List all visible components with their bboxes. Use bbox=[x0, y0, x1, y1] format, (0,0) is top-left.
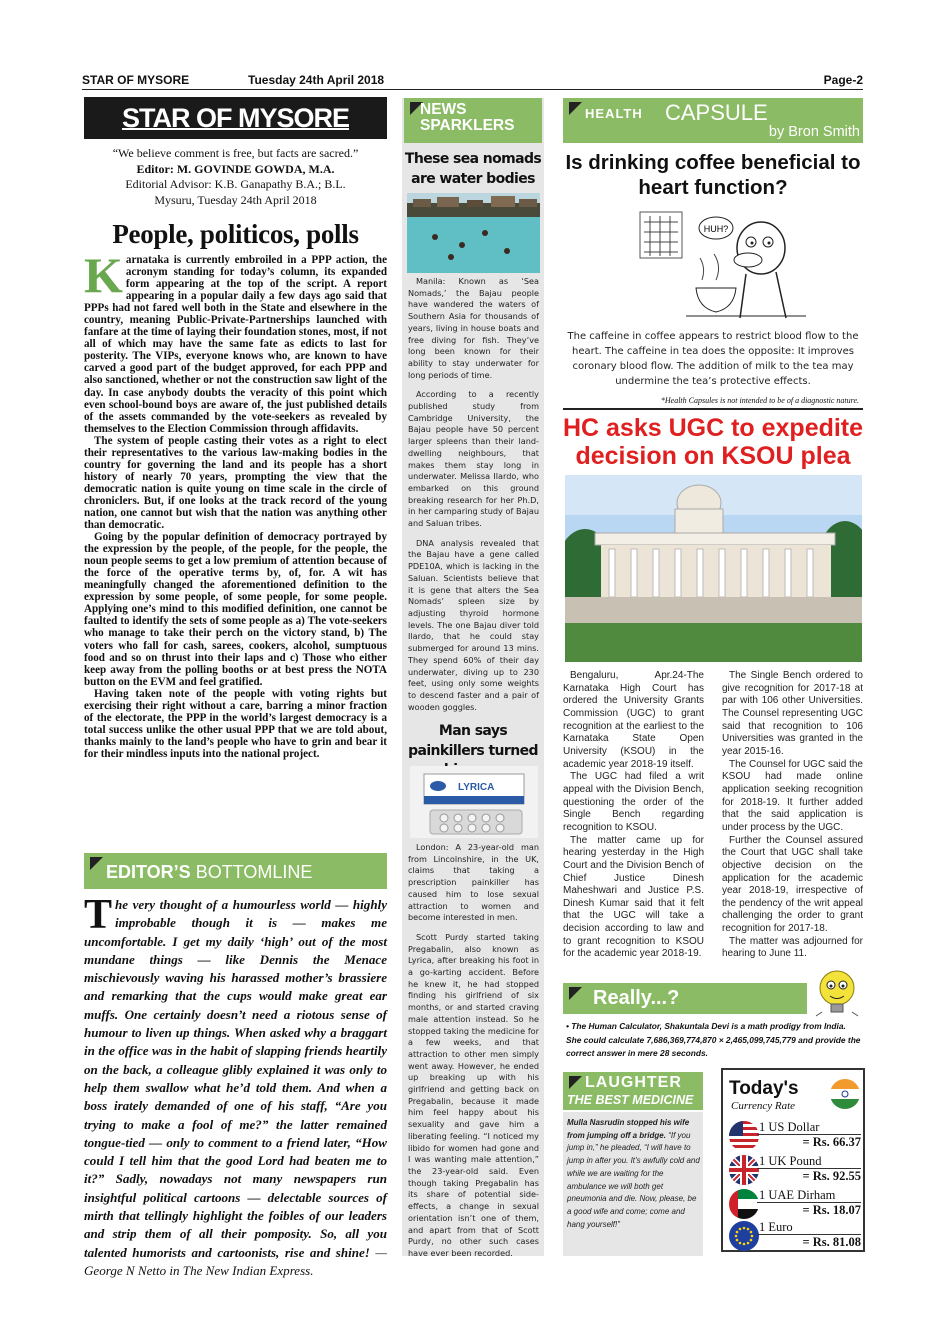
ksou-headline: HC asks UGC to expedite decision on KSOU plea bbox=[562, 414, 864, 470]
divider bbox=[563, 408, 863, 410]
rate-value: = Rs. 81.08 bbox=[757, 1234, 861, 1250]
story-paragraph: DNA analysis revealed that the Bajau have a gene called PDE10A, which is lacking in the Saluan. Scientists believe that it is gene that alters the Sea Nomads’ spleen size by adjusting thyroid hormone levels. The one Bajau diver told Ilardo, that he could stay submerged for around 13 mins. They spend 60% of their day underwater, diving up to 230 feet, using only some weights to descend faster and a pair of wooden goggles. bbox=[408, 537, 539, 712]
story-paragraph: Scott Purdy started taking Pregabalin, also known as Lyrica, after breaking his foot in a go-karting accident. Before he knew it, he had stopped finding his girlfriend of six months, or and started craving male attention instead. So he stopped taking the medicine for a few weeks, and that attraction to other men simply went away. However, he ended up breaking up with his girlfriend and getting back on Pregabalin, because it made him feel happy about his sexuality and gave him a liberating feeling. “I noticed my libido for women had gone and I was wanting male attention,” the 23-year-old said. Even though taking Pregabalin has its share of potential side-effects, a change in sexual orientation isn’t one of them, and apart from that of Scott Purdy, no other such cases have ever been recorded. bbox=[408, 931, 539, 1258]
page-header bbox=[82, 72, 863, 90]
bottomline-text: he very thought of a humourless world — highly improbable though it is — makes me uncomfortable. I get my daily ‘high’ out of the most mundane things — like Dennis the Menace mischievously waving his harassed mother’s brassiere and remarking that the cups would make great ear muffs. One certainly doesn’t need a riotous sense of humour to liven up things. When asked why a braggart in the office was in the habit of slapping friends heartily on the back, a colleague glibly explained it was only to help them swallow what he’d told them. And when a boss irately demanded of one of his staff, “Are you trying to make a fool of me?” the latter remained tongue-tied — only to comment to a friend later, “How could I tell him that the good Lord had beaten me to it?” Sadly, nowadays not many newspapers run insightful political cartoons — delectable sources of mirth that tellingly highlight the foibles of our leaders and strip them of all their pomposity. So, all you talented humorists and cartoonists, rise and shine! bbox=[84, 897, 387, 1260]
health-byline: by Bron Smith bbox=[768, 124, 860, 140]
editorial-info bbox=[84, 146, 387, 208]
sparklers-label-2: SPARKLERS bbox=[420, 117, 515, 134]
eu-flag-icon bbox=[729, 1221, 759, 1251]
currency-rate-box bbox=[721, 1068, 865, 1252]
rate-name: 1 US Dollar bbox=[759, 1120, 820, 1134]
bottomline-dropcap: T bbox=[84, 892, 113, 938]
sparklers-label-1: NEWS bbox=[420, 101, 467, 118]
editorial-paragraph: The system of people casting their votes as a right to elect their representatives to the various law-making bodies in the country for governing the land and its people has a short history of nearly 70 years, prompting the view that the democratic nation is quite young on time scale in the circle of chroniclers. But, if one looks at the track record of the young nation, one cannot but wish that the nation was anything other than democratic. bbox=[84, 434, 387, 532]
health-capsule-banner bbox=[563, 98, 863, 143]
ksou-paragraph: The Single Bench ordered to give recognition for 2017-18 at par with 106 other Universities. The Counsel representing UGC said that recognition to 106 Universities was granted in the year 2015-16. bbox=[722, 670, 863, 757]
rate-value: = Rs. 66.37 bbox=[757, 1134, 861, 1150]
health-disclaimer: *Health Capsules is not intended to be of a diagnostic nature. bbox=[660, 396, 859, 405]
coffee-title: Is drinking coffee beneficial to heart function? bbox=[565, 151, 861, 199]
rate-row-aed bbox=[725, 1188, 863, 1222]
painkiller-title: Man says painkillers turned bbox=[408, 723, 538, 759]
rate-name: 1 UAE Dirham bbox=[759, 1188, 836, 1202]
currency-subtitle: Currency Rate bbox=[731, 1100, 796, 1112]
dateline: Mysuru, Tuesday 24th April 2018 bbox=[154, 192, 317, 207]
rate-name: 1 Euro bbox=[759, 1220, 793, 1234]
ksou-paragraph: The Counsel for UGC said the KSOU had made online application seeking recognition for 2018-19. It further added that the said application is under process by the UGC. bbox=[722, 758, 863, 833]
uae-flag-icon bbox=[729, 1189, 759, 1219]
ksou-building-photo bbox=[565, 475, 862, 662]
ksou-paragraph: Bengaluru, Apr.24-The Karnataka High Court has ordered the University Grants Commission (UGC) to grant recognition at the earliest to the Karnataka State Open University (KSOU) in the academic year 2018-19 itself. bbox=[563, 670, 704, 770]
bottomline-label-bold: EDITOR’S bbox=[106, 862, 191, 882]
really-label: Really...? bbox=[593, 987, 680, 1009]
banner-notch bbox=[90, 857, 103, 870]
motto: “We believe comment is free, but facts are sacred.” bbox=[112, 146, 359, 160]
rate-row-eur bbox=[725, 1220, 863, 1254]
story-paragraph: According to a recently published study from Cambridge University, the Bajau people have 50 percent larger spleens than their land-dwelling neighbours, that makes them stay long in underwater. Melissa Ilardo, who embarked on this ground breaking research for her Ph.D, in her camparing study of Bajau and Saluan tribes. bbox=[408, 389, 539, 529]
editorial-paragraph: Going by the popular definition of democracy portrayed by the expression by the people, of the people, for the people, the noun people seems to get a low premium of attention because of the force of the operative terms by, of, for. A wit has meaningfully changed the aforementioned definition to the expression by some people, of some people, for some people. Applying one’s mind to this modified definition, one cannot be faulted to identify the sets of some people as a) The vote-seekers who manage to take their perch on the victory stand, b) The voters who fall for cash, sarees, cookers, alcohol, sumptuous food and so on thrust into their laps and c) Those who either keep away from the polling booths or at best press the NOTA button on the EVM and feel gratified. bbox=[84, 531, 387, 688]
laughter-text bbox=[567, 1117, 701, 1231]
sea-nomads-title: These sea nomads are water bodies bbox=[404, 151, 542, 187]
news-sparklers-banner bbox=[404, 98, 542, 143]
rate-name: 1 UK Pound bbox=[759, 1154, 822, 1168]
header-paper-name: STAR OF MYSORE bbox=[82, 73, 190, 87]
india-flag-icon bbox=[829, 1078, 861, 1110]
masthead bbox=[84, 97, 387, 139]
coffee-text: The caffeine in coffee appears to restrict blood flow to the heart. The caffeine in tea does the opposite: It improves coronary blood flow. The addition of milk to the tea may undermine the tea’s protective effects. bbox=[567, 331, 859, 387]
masthead-title: STAR OF MYSORE bbox=[121, 103, 349, 133]
header-page-number: Page-2 bbox=[823, 73, 863, 87]
ksou-paragraph: The matter came up for hearing yesterday in the High Court and the Division Bench of Chief Justice Dinesh Maheshwari and Justice P.S. Dinesh Kumar said that it felt that the UGC will take a decision according to law and to grant recognition to KSOU for the academic year 2018-19. bbox=[563, 834, 704, 960]
bottomline-banner bbox=[84, 853, 387, 889]
bottomline-label-light: BOTTOMLINE bbox=[195, 862, 313, 882]
ksou-paragraph: Further the Counsel assured the Court that UGC shall take objective decision on the application for the academic year 2018-19, irrespective of the pendency of the writ appeal challenging the order to grant recognition for 2017-18. bbox=[722, 834, 863, 935]
really-fact: • The Human Calculator, Shakuntala Devi is a math prodigy from India. She could calculate 7,686,369,774,870 × 2,465,099,745,779 and provide the correct answer in mere 28 seconds. bbox=[566, 1021, 861, 1058]
lightbulb-icon bbox=[812, 966, 862, 1018]
health-label-light: CAPSULE bbox=[665, 100, 768, 125]
currency-title: Today's bbox=[729, 1078, 799, 1099]
bottomline-body bbox=[84, 892, 387, 1280]
ksou-body bbox=[563, 670, 863, 980]
advisor-line: Editorial Advisor: K.B. Ganapathy B.A.; B.L. bbox=[125, 177, 346, 191]
coffee-cartoon bbox=[636, 208, 811, 320]
editorial-paragraph: Having taken note of the people with voting rights but exercising their right without a care, barring a minor fraction of the electorate, the PPP in the world’s largest democracy is a total success unlike the other usual PPP that we are told about, thanks mainly to the land’s people who have to grin and bear it for their mindless inputs into the national project. bbox=[84, 687, 387, 760]
laughter-lead: Mulla Nasrudin stopped his wife from jumping off a bridge. bbox=[567, 1118, 690, 1140]
lyrica-box-label: LYRICA bbox=[458, 782, 495, 793]
editor-line: Editor: M. GOVINDE GOWDA, M.A. bbox=[136, 161, 335, 176]
really-fact-text: The Human Calculator, Shakuntala Devi is a math prodigy from India. She could calculate 7,686,369,774,870 × 2,465,099,745,779 and provide the correct answer in mere 28 seconds. bbox=[566, 1021, 861, 1058]
cartoon-speech: HUH? bbox=[703, 224, 729, 234]
story-paragraph: Manila: Known as ‘Sea Nomads,’ the Bajau people have wandered the waters of Southern Asia for thousands of years, living in house boats and free diving for fish. They’ve long been known for their ability to stay underwater for long periods of time. bbox=[408, 276, 539, 380]
sea-nomads-body bbox=[408, 276, 539, 721]
laughter-label-2: THE BEST MEDICINE bbox=[567, 1093, 694, 1107]
editorial-title: People, politicos, polls bbox=[112, 219, 359, 249]
health-label-bold: HEALTH bbox=[585, 106, 643, 121]
ksou-paragraph: The matter was adjourned for hearing to June 11. bbox=[722, 935, 863, 960]
uk-flag-icon bbox=[729, 1155, 759, 1185]
laughter-banner bbox=[563, 1072, 703, 1110]
rate-value: = Rs. 92.55 bbox=[757, 1168, 861, 1184]
sea-nomads-photo bbox=[407, 193, 540, 273]
header-date: Tuesday 24th April 2018 bbox=[248, 73, 385, 87]
lyrica-photo bbox=[410, 766, 538, 838]
laughter-label-1: LAUGHTER bbox=[585, 1074, 682, 1091]
rate-row-gbp bbox=[725, 1154, 863, 1188]
rate-value: = Rs. 18.07 bbox=[757, 1202, 861, 1218]
rate-row-usd bbox=[725, 1120, 863, 1154]
laughter-joke: “If you jump in,” he pleaded, “I will have to jump in after you. It’s awfully cold and while we are waiting for the ambulance we will both get pneumonia and die. Now, please, be a good wife and come; come and hang yourself!” bbox=[567, 1130, 700, 1229]
painkiller-body bbox=[408, 842, 539, 1268]
story-paragraph: London: A 23-year-old man from Lincolnshire, in the UK, claims that taking a prescription painkiller has caused him to lose sexual attraction to women and become interested in men. bbox=[408, 842, 539, 923]
bottomline-credit: — George N Netto in The New Indian Express. bbox=[84, 1244, 387, 1278]
really-banner bbox=[563, 983, 807, 1014]
us-flag-icon bbox=[729, 1121, 759, 1151]
banner-notch bbox=[569, 1076, 582, 1089]
editorial-paragraph: arnataka is currently embroiled in a PPP action, the acronym standing for today’s column, its expanded form appearing at the top of the script. A report appearing in a popular daily a few days ago said that PPPs had not fared well both in the State and elsewhere in the country, meaning Public-Private-Partnerships launched with fanfare at the time of laying their foundation stones, most, if not all of which may have the same fate as edicts to last for posterity. The VIPs, everyone knows who, are known to have carved a good part of the budget approved, for each PPP and also sanctioned, whether or not the construction saw light of the day. In case anybody doubts the veracity of this point which even school-bound boys are aware of, the just published details of the assets commanded by the vote-seekers as revealed by themselves to the Election Commission through affidavits. bbox=[84, 254, 387, 435]
editorial-dropcap: K bbox=[84, 247, 123, 303]
banner-notch bbox=[569, 987, 582, 1000]
ksou-paragraph: The UGC had filed a writ appeal with the Division Bench, questioning the order of the Single Bench regarding recognition to KSOU. bbox=[563, 771, 704, 833]
banner-notch bbox=[569, 102, 582, 115]
editorial-body bbox=[84, 247, 387, 760]
